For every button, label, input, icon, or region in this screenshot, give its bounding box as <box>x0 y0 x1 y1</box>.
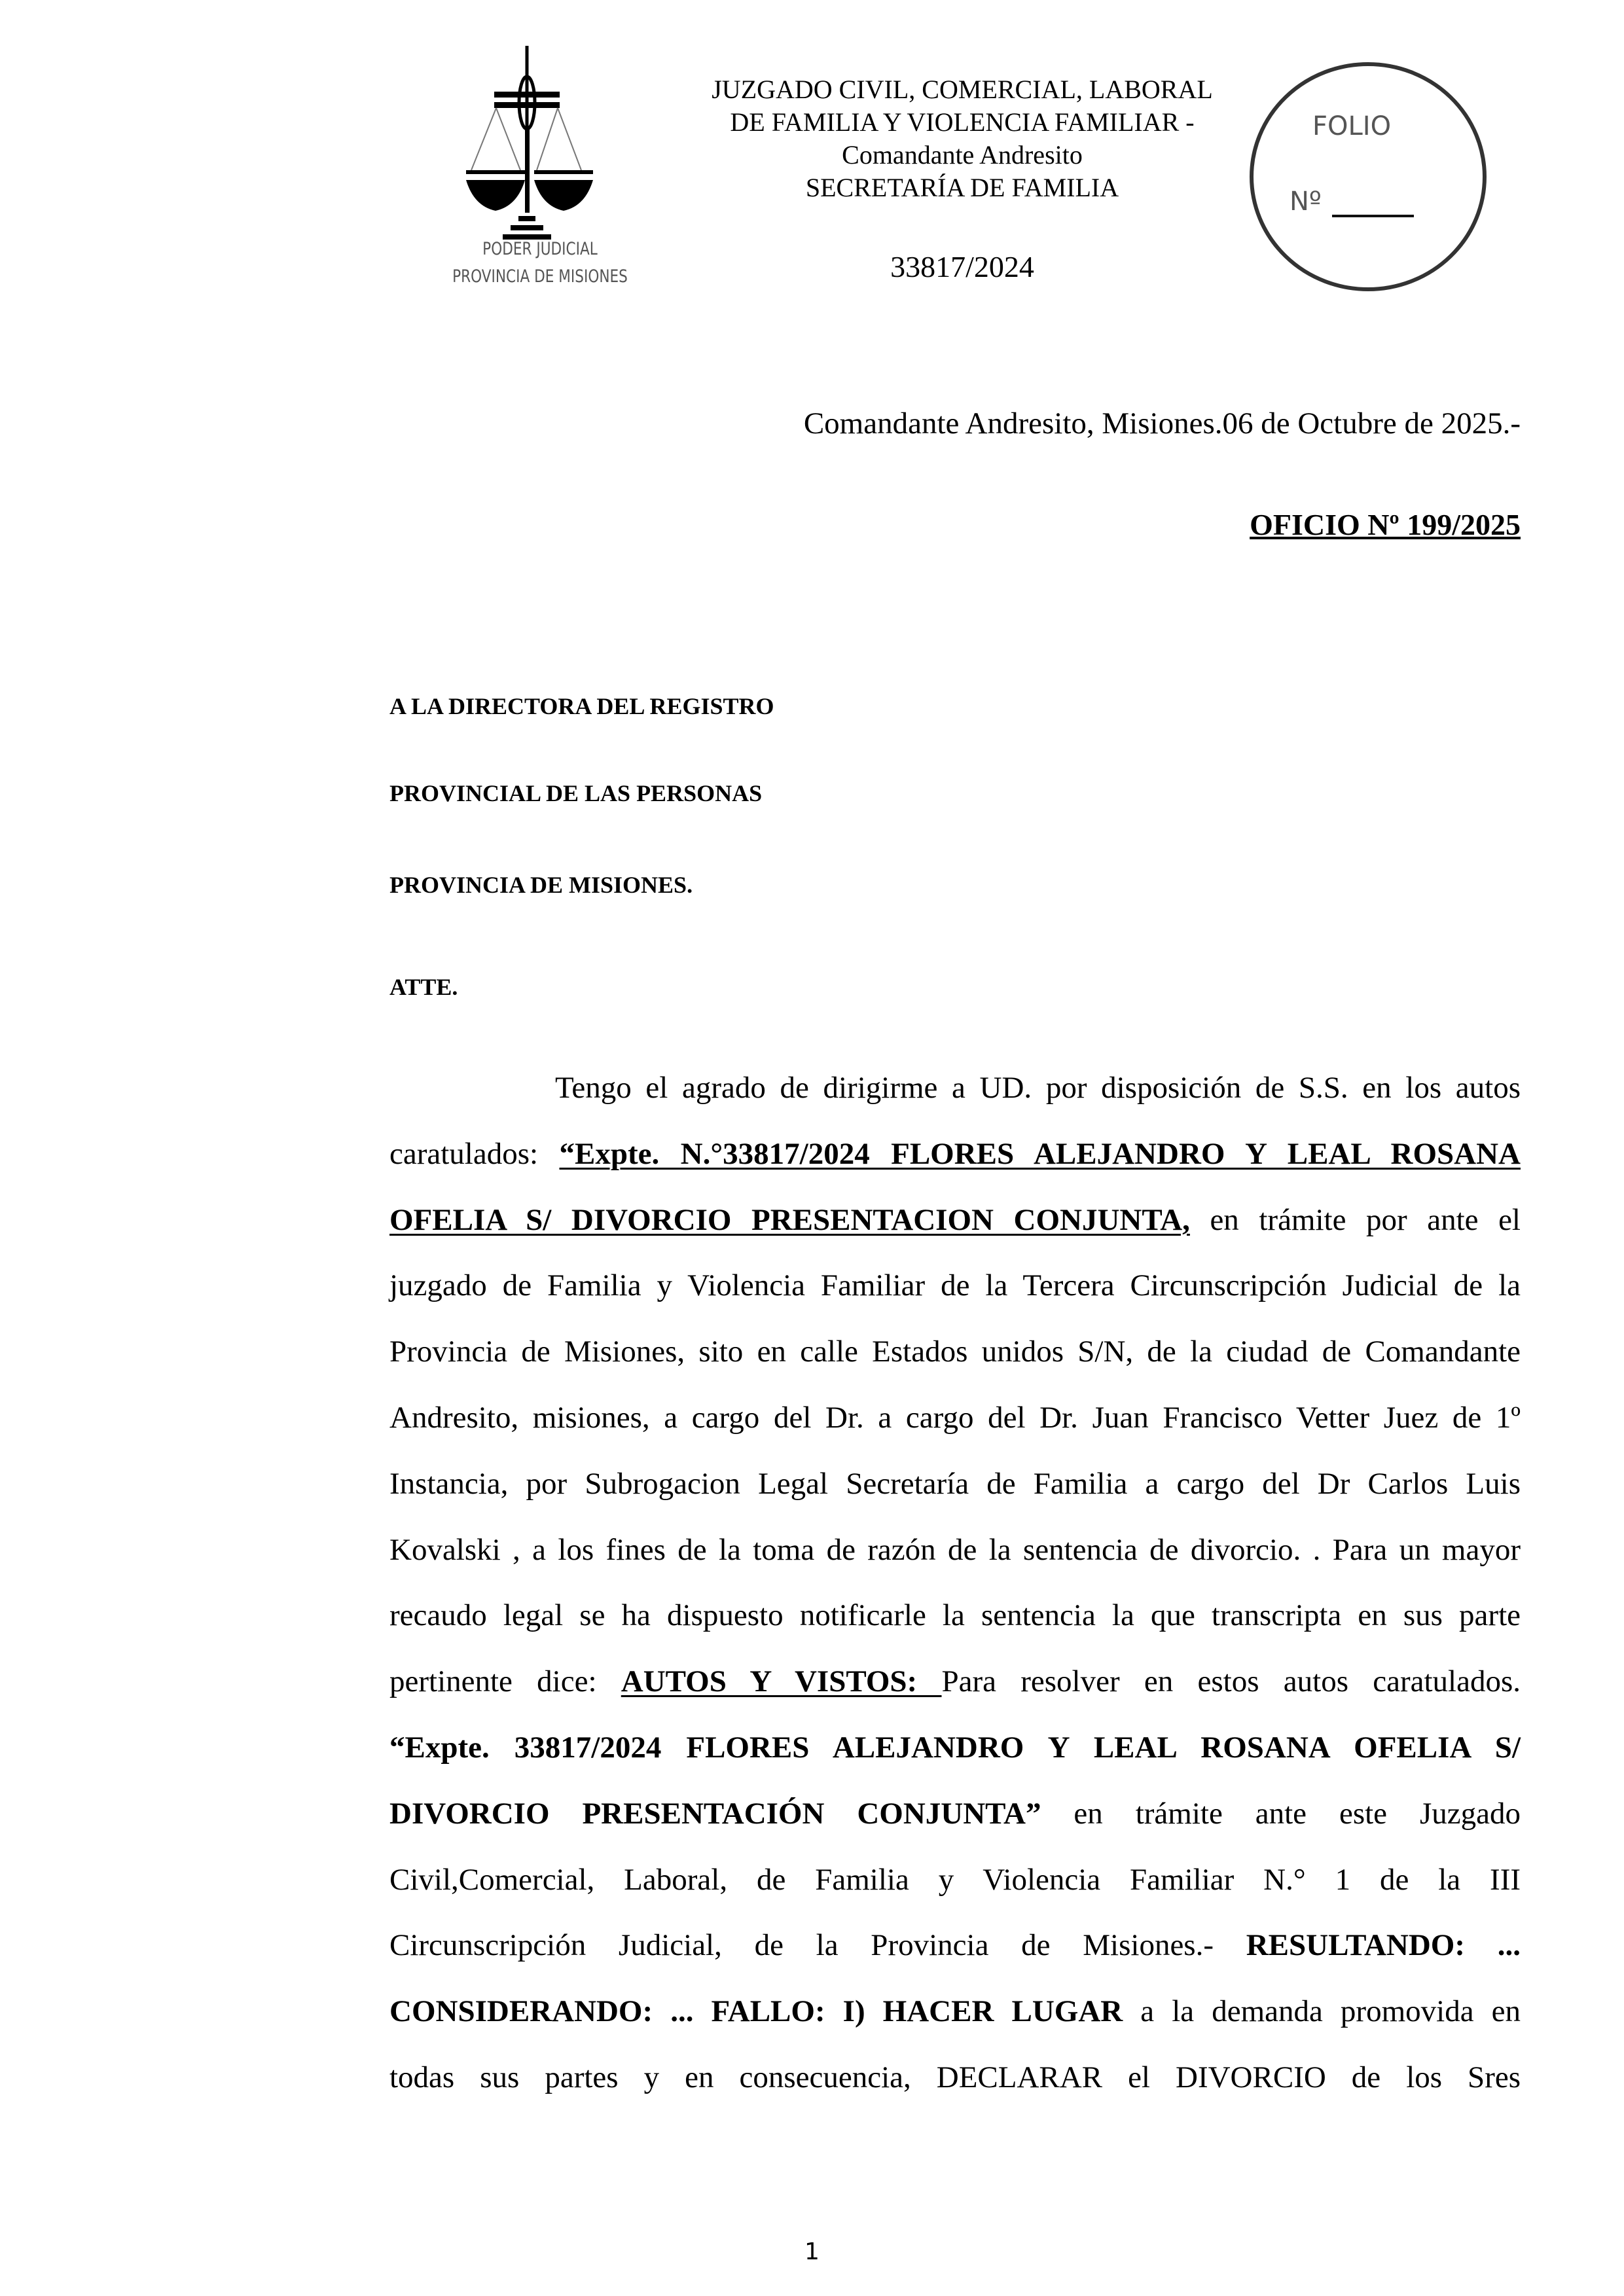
logo-text-line2: PROVINCIA DE MISIONES <box>452 266 628 287</box>
body-text: en trámite ante este Juzgado <box>1041 1796 1521 1831</box>
body-line <box>389 2045 1521 2111</box>
court-header <box>655 73 1270 204</box>
body-text: Instancia, por Subrogacion Legal Secretaría de Familia a cargo del Dr Carlos Luis <box>389 1466 1521 1501</box>
body-text: a la demanda promovida en <box>1123 1994 1521 2029</box>
body-text: juzgado de Familia y Violencia Familiar de la Tercera Circunscripción Judicial de la <box>389 1268 1521 1303</box>
court-line-1: JUZGADO CIVIL, COMERCIAL, LABORAL <box>712 75 1213 104</box>
body-line <box>389 1715 1521 1781</box>
court-line-2: DE FAMILIA Y VIOLENCIA FAMILIAR - <box>730 107 1195 137</box>
body-line <box>389 1517 1521 1583</box>
body-text: Andresito, misiones, a cargo del Dr. a cargo del Dr. Juan Francisco Vetter Juez de 1º <box>389 1400 1521 1435</box>
addressee-attention: ATTE. <box>389 974 458 1000</box>
addressee-line-3: PROVINCIA DE MISIONES. <box>389 872 693 898</box>
body-text: caratulados: <box>389 1136 560 1171</box>
body-line <box>389 1912 1521 1979</box>
body-line <box>389 1187 1521 1253</box>
body-text: en trámite por ante el <box>1189 1202 1521 1237</box>
body-text-emphasis: RESULTANDO: ... <box>1246 1928 1521 1963</box>
body-text: Kovalski , a los fines de la toma de razón de la sentencia de divorcio. . Para un mayor <box>389 1532 1521 1567</box>
body-text: Circunscripción Judicial, de la Provincia de Misiones.- <box>389 1928 1246 1963</box>
body-text: Civil,Comercial, Laboral, de Familia y Violencia Familiar N.° 1 de la III <box>389 1862 1521 1897</box>
body-text: pertinente dice: <box>389 1664 621 1699</box>
body-line <box>389 1055 1521 1121</box>
stamp-circle-icon <box>1247 59 1489 295</box>
body-text: Tengo el agrado de dirigirme a UD. por disposición de S.S. en los autos <box>555 1071 1521 1105</box>
body-text: Provincia de Misiones, sito en calle Estados unidos S/N, de la ciudad de Comandante <box>389 1335 1521 1369</box>
oficio-number: OFICIO Nº 199/2025 <box>1250 508 1521 541</box>
body-text: recaudo legal se ha dispuesto notificarle la sentencia la que transcripta en sus parte <box>389 1598 1521 1633</box>
addressee-line-1: A LA DIRECTORA DEL REGISTRO <box>389 693 774 719</box>
logo-text-line1: PODER JUDICIAL <box>482 239 598 259</box>
body-line <box>389 1121 1521 1187</box>
addressee-line-2: PROVINCIAL DE LAS PERSONAS <box>389 780 763 806</box>
body-line <box>389 1649 1521 1715</box>
body-line <box>389 1319 1521 1385</box>
case-number: 33817/2024 <box>890 250 1034 283</box>
body-line <box>389 1979 1521 2045</box>
folio-number-blank <box>1332 215 1414 217</box>
body-text: Para resolver en estos autos caratulados. <box>941 1664 1521 1699</box>
body-text-emphasis: CONSIDERANDO: ... FALLO: I) HACER LUGAR <box>389 1994 1123 2029</box>
body-line <box>389 1583 1521 1649</box>
poder-judicial-logo <box>406 39 674 295</box>
body-text: todas sus partes y en consecuencia, DECLARAR el DIVORCIO de los Sres <box>389 2060 1521 2094</box>
body-line <box>389 1253 1521 1319</box>
body-text-emphasis: “Expte. N.°33817/2024 FLORES ALEJANDRO Y LEAL ROSANA <box>559 1136 1521 1171</box>
body-text-emphasis: “Expte. 33817/2024 FLORES ALEJANDRO Y LEAL ROSANA OFELIA S/ <box>389 1730 1521 1765</box>
body-line <box>389 1847 1521 1913</box>
body-line <box>389 1451 1521 1517</box>
body-text-emphasis: OFELIA S/ DIVORCIO PRESENTACION CONJUNTA, <box>389 1202 1190 1237</box>
folio-number-label: Nº <box>1290 187 1322 217</box>
court-line-3: Comandante Andresito <box>842 140 1083 170</box>
body-line <box>389 1385 1521 1451</box>
body-text-emphasis: DIVORCIO PRESENTACIÓN CONJUNTA” <box>389 1796 1041 1831</box>
court-line-4: SECRETARÍA DE FAMILIA <box>805 173 1119 202</box>
body-text-emphasis: AUTOS Y VISTOS: <box>621 1664 942 1699</box>
body-line <box>389 1781 1521 1847</box>
body-paragraph <box>389 1055 1521 2111</box>
page-number: 1 <box>804 2238 820 2265</box>
folio-title: FOLIO <box>1312 111 1392 141</box>
date-line: Comandante Andresito, Misiones.06 de Octubre de 2025.- <box>803 406 1521 440</box>
folio-stamp <box>1247 59 1489 295</box>
